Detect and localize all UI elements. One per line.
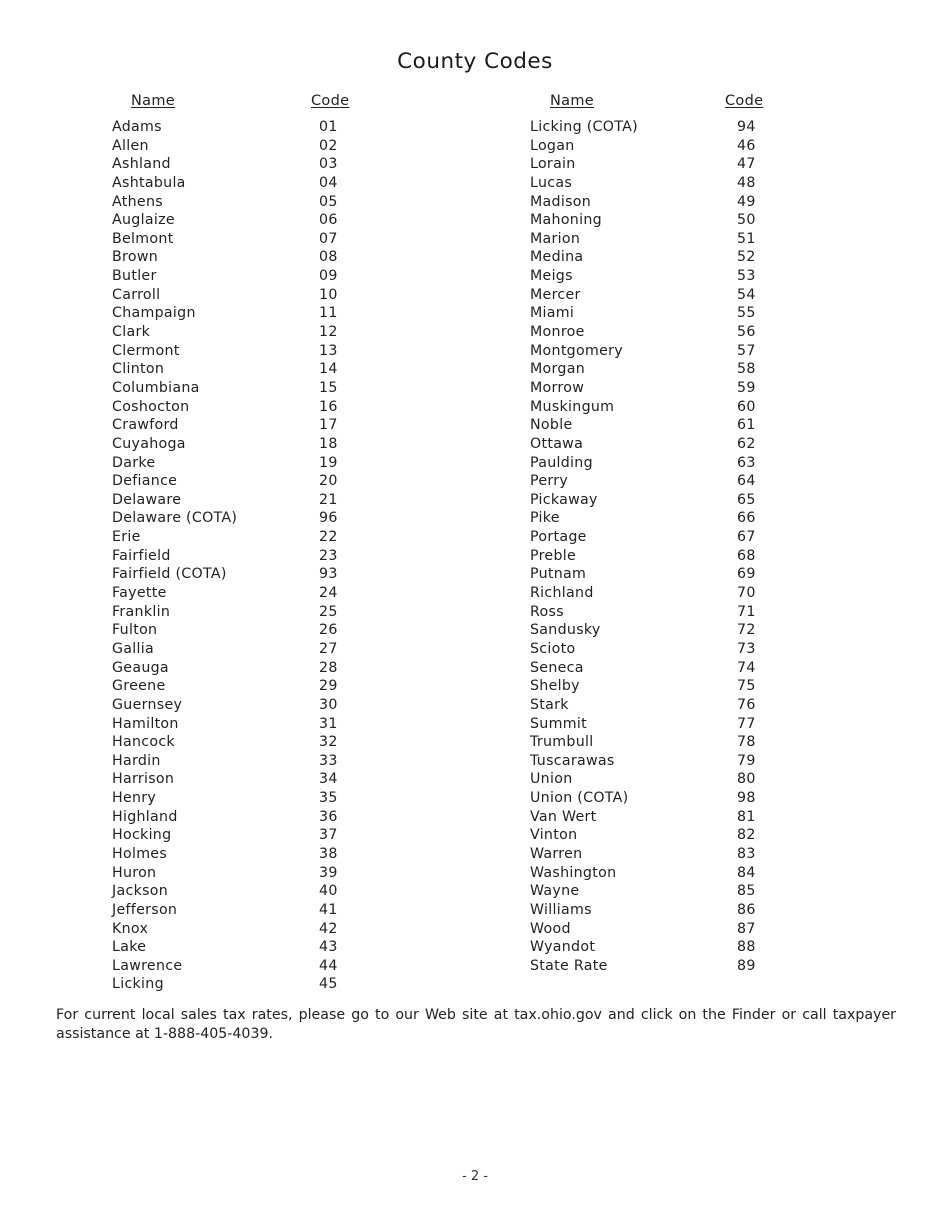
county-code: 68: [737, 547, 756, 564]
county-code: 20: [319, 473, 338, 490]
county-row: [112, 416, 412, 435]
county-name: Perry: [530, 473, 569, 490]
county-name: Muskingum: [530, 398, 615, 415]
county-name: Columbiana: [112, 379, 200, 396]
county-code: 62: [737, 435, 756, 452]
county-row: [530, 472, 830, 491]
county-row: [530, 435, 830, 454]
county-row: [530, 603, 830, 622]
footnote: For current local sales tax rates, please go to our Web site at tax.ohio.gov and click on the Finder or call taxpayer assistance at 1-888-405-4039.: [56, 1007, 896, 1042]
county-code: 17: [319, 417, 338, 434]
county-row: [112, 454, 412, 473]
county-row: [112, 733, 412, 752]
county-row: [112, 621, 412, 640]
county-name: Preble: [530, 547, 577, 564]
county-code: 40: [319, 883, 338, 900]
county-code: 09: [319, 268, 338, 285]
county-row: [112, 957, 412, 976]
county-name: Scioto: [530, 640, 576, 657]
county-code: 58: [737, 361, 756, 378]
county-code: 15: [319, 379, 338, 396]
county-code: 79: [737, 752, 756, 769]
county-row: [112, 938, 412, 957]
county-code: 63: [737, 454, 756, 471]
county-code: 83: [737, 845, 756, 862]
county-name: Lawrence: [112, 957, 183, 974]
county-row: [112, 137, 412, 156]
right-county-list: [530, 118, 830, 975]
county-row: [530, 621, 830, 640]
county-name: Richland: [530, 585, 594, 602]
county-code: 21: [319, 491, 338, 508]
county-row: [530, 248, 830, 267]
county-code: 50: [737, 212, 756, 229]
county-code: 38: [319, 845, 338, 862]
county-code: 75: [737, 678, 756, 695]
county-name: Montgomery: [530, 342, 623, 359]
county-code: 16: [319, 398, 338, 415]
county-code: 81: [737, 808, 756, 825]
county-code: 06: [319, 212, 338, 229]
county-code: 18: [319, 435, 338, 452]
county-name: Allen: [112, 137, 149, 154]
left-name-header: Name: [131, 93, 175, 109]
county-name: Huron: [112, 864, 157, 881]
county-row: [112, 677, 412, 696]
county-name: Licking: [112, 976, 164, 993]
county-name: Lake: [112, 939, 147, 956]
county-name: Vinton: [530, 827, 578, 844]
county-code: 77: [737, 715, 756, 732]
county-name: Fairfield (COTA): [112, 566, 227, 583]
county-row: [112, 901, 412, 920]
county-code: 59: [737, 379, 756, 396]
county-name: Shelby: [530, 678, 580, 695]
county-row: [530, 808, 830, 827]
county-name: Union: [530, 771, 573, 788]
county-name: Auglaize: [112, 212, 175, 229]
county-name: Marion: [530, 230, 581, 247]
county-row: [530, 379, 830, 398]
county-row: [530, 696, 830, 715]
county-code: 41: [319, 901, 338, 918]
county-code: 22: [319, 529, 338, 546]
county-name: Putnam: [530, 566, 587, 583]
county-code: 08: [319, 249, 338, 266]
county-name: Noble: [530, 417, 573, 434]
county-name: Washington: [530, 864, 617, 881]
county-name: Greene: [112, 678, 166, 695]
county-row: [112, 509, 412, 528]
county-name: Jackson: [112, 883, 169, 900]
county-row: [112, 715, 412, 734]
county-name: Erie: [112, 529, 141, 546]
county-row: [530, 938, 830, 957]
county-code: 35: [319, 790, 338, 807]
county-name: Guernsey: [112, 696, 183, 713]
county-row: [530, 845, 830, 864]
county-row: [112, 398, 412, 417]
county-row: [530, 416, 830, 435]
county-name: Williams: [530, 901, 592, 918]
county-name: Lorain: [530, 156, 576, 173]
county-name: Hardin: [112, 752, 161, 769]
county-row: [530, 584, 830, 603]
county-row: [112, 286, 412, 305]
county-code: 39: [319, 864, 338, 881]
page-title: County Codes: [397, 49, 553, 74]
county-code: 26: [319, 622, 338, 639]
left-county-list: [112, 118, 412, 994]
county-name: Wood: [530, 920, 571, 937]
county-row: [530, 398, 830, 417]
county-code: 23: [319, 547, 338, 564]
county-row: [112, 789, 412, 808]
county-row: [530, 193, 830, 212]
county-name: Athens: [112, 193, 163, 210]
county-name: Pickaway: [530, 491, 598, 508]
county-name: Champaign: [112, 305, 196, 322]
county-row: [112, 248, 412, 267]
county-row: [112, 584, 412, 603]
county-name: Lucas: [530, 174, 573, 191]
county-name: Ottawa: [530, 435, 584, 452]
county-code: 56: [737, 324, 756, 341]
county-row: [112, 155, 412, 174]
county-code: 70: [737, 585, 756, 602]
county-code: 87: [737, 920, 756, 937]
county-code: 51: [737, 230, 756, 247]
county-name: Holmes: [112, 845, 168, 862]
county-row: [530, 789, 830, 808]
county-code: 93: [319, 566, 338, 583]
county-code: 33: [319, 752, 338, 769]
county-code: 89: [737, 957, 756, 974]
county-code: 05: [319, 193, 338, 210]
county-name: Tuscarawas: [530, 752, 615, 769]
county-row: [530, 342, 830, 361]
county-name: Mahoning: [530, 212, 602, 229]
county-code: 55: [737, 305, 756, 322]
county-code: 74: [737, 659, 756, 676]
county-name: Delaware: [112, 491, 182, 508]
county-code: 47: [737, 156, 756, 173]
county-code: 84: [737, 864, 756, 881]
county-row: [112, 267, 412, 286]
county-row: [530, 864, 830, 883]
county-code: 45: [319, 976, 338, 993]
county-row: [112, 547, 412, 566]
county-code: 65: [737, 491, 756, 508]
county-name: Wayne: [530, 883, 580, 900]
county-code: 69: [737, 566, 756, 583]
county-name: Meigs: [530, 268, 573, 285]
county-row: [530, 565, 830, 584]
county-row: [530, 920, 830, 939]
county-name: Ashland: [112, 156, 171, 173]
county-row: [112, 472, 412, 491]
county-row: [530, 528, 830, 547]
county-row: [112, 435, 412, 454]
county-row: [112, 752, 412, 771]
county-row: [112, 193, 412, 212]
county-row: [530, 770, 830, 789]
county-code: 48: [737, 174, 756, 191]
county-code: 54: [737, 286, 756, 303]
county-name: Hocking: [112, 827, 172, 844]
county-code: 53: [737, 268, 756, 285]
county-code: 57: [737, 342, 756, 359]
county-code: 67: [737, 529, 756, 546]
county-name: Van Wert: [530, 808, 597, 825]
county-name: Ashtabula: [112, 174, 186, 191]
county-row: [530, 286, 830, 305]
county-name: Union (COTA): [530, 790, 629, 807]
county-name: Harrison: [112, 771, 175, 788]
county-name: Trumbull: [530, 734, 594, 751]
county-code: 31: [319, 715, 338, 732]
county-name: Geauga: [112, 659, 169, 676]
county-code: 28: [319, 659, 338, 676]
county-code: 82: [737, 827, 756, 844]
county-name: Seneca: [530, 659, 584, 676]
county-code: 85: [737, 883, 756, 900]
county-name: Fayette: [112, 585, 167, 602]
county-name: Licking (COTA): [530, 119, 638, 135]
county-code: 66: [737, 510, 756, 527]
county-name: Knox: [112, 920, 149, 937]
county-name: Medina: [530, 249, 584, 266]
county-code: 52: [737, 249, 756, 266]
left-code-header: Code: [311, 93, 350, 109]
county-name: Miami: [530, 305, 575, 322]
county-name: Defiance: [112, 473, 178, 490]
county-code: 19: [319, 454, 338, 471]
county-row: [112, 808, 412, 827]
county-name: Sandusky: [530, 622, 601, 639]
county-row: [530, 677, 830, 696]
county-name: Monroe: [530, 324, 585, 341]
county-row: [530, 230, 830, 249]
county-row: [530, 882, 830, 901]
county-row: [530, 752, 830, 771]
right-code-header: Code: [725, 93, 764, 109]
county-name: Stark: [530, 696, 569, 713]
county-row: [112, 174, 412, 193]
county-code: 07: [319, 230, 338, 247]
county-code: 64: [737, 473, 756, 490]
county-row: [112, 379, 412, 398]
county-name: Wyandot: [530, 939, 596, 956]
county-name: Crawford: [112, 417, 179, 434]
county-row: [112, 864, 412, 883]
county-code: 86: [737, 901, 756, 918]
county-code: 88: [737, 939, 756, 956]
county-row: [112, 323, 412, 342]
county-code: 73: [737, 640, 756, 657]
county-row: [530, 715, 830, 734]
county-code: 76: [737, 696, 756, 713]
county-row: [112, 975, 412, 994]
county-name: Highland: [112, 808, 178, 825]
county-row: [112, 565, 412, 584]
right-name-header: Name: [550, 93, 594, 109]
county-name: Gallia: [112, 640, 155, 657]
county-code: 94: [737, 119, 756, 135]
county-row: [530, 360, 830, 379]
county-code: 04: [319, 174, 338, 191]
county-row: [112, 118, 412, 137]
county-row: [112, 211, 412, 230]
county-name: Darke: [112, 454, 156, 471]
county-code: 34: [319, 771, 338, 788]
county-code: 98: [737, 790, 756, 807]
county-row: [530, 454, 830, 473]
county-code: 01: [319, 119, 338, 135]
county-row: [530, 267, 830, 286]
county-code: 24: [319, 585, 338, 602]
county-row: [530, 304, 830, 323]
county-name: Fairfield: [112, 547, 171, 564]
county-row: [530, 137, 830, 156]
county-name: Butler: [112, 268, 157, 285]
county-code: 11: [319, 305, 338, 322]
county-code: 10: [319, 286, 338, 303]
county-row: [112, 696, 412, 715]
county-name: Morrow: [530, 379, 585, 396]
county-code: 03: [319, 156, 338, 173]
county-code: 37: [319, 827, 338, 844]
county-code: 78: [737, 734, 756, 751]
county-code: 43: [319, 939, 338, 956]
page-number: - 2 -: [462, 1169, 488, 1184]
county-name: Jefferson: [112, 901, 178, 918]
county-name: Coshocton: [112, 398, 190, 415]
county-code: 42: [319, 920, 338, 937]
county-name: Clermont: [112, 342, 180, 359]
county-code: 30: [319, 696, 338, 713]
county-code: 13: [319, 342, 338, 359]
county-row: [112, 845, 412, 864]
county-code: 27: [319, 640, 338, 657]
county-row: [530, 118, 830, 137]
county-code: 14: [319, 361, 338, 378]
county-row: [112, 491, 412, 510]
county-code: 60: [737, 398, 756, 415]
county-name: Clinton: [112, 361, 165, 378]
county-name: Brown: [112, 249, 159, 266]
county-row: [530, 155, 830, 174]
county-row: [112, 304, 412, 323]
county-row: [530, 491, 830, 510]
county-code: 71: [737, 603, 756, 620]
county-name: Hancock: [112, 734, 175, 751]
county-name: Madison: [530, 193, 592, 210]
county-row: [112, 770, 412, 789]
county-code: 36: [319, 808, 338, 825]
county-code: 44: [319, 957, 338, 974]
county-row: [112, 342, 412, 361]
county-name: Adams: [112, 119, 162, 135]
county-row: [530, 957, 830, 976]
county-code: 61: [737, 417, 756, 434]
county-name: Henry: [112, 790, 157, 807]
county-row: [112, 230, 412, 249]
county-code: 32: [319, 734, 338, 751]
county-name: Pike: [530, 510, 560, 527]
county-row: [530, 733, 830, 752]
county-code: 49: [737, 193, 756, 210]
county-row: [530, 211, 830, 230]
county-row: [530, 509, 830, 528]
county-name: Logan: [530, 137, 575, 154]
county-row: [112, 640, 412, 659]
county-name: State Rate: [530, 957, 608, 974]
county-name: Morgan: [530, 361, 585, 378]
county-code: 12: [319, 324, 338, 341]
county-code: 29: [319, 678, 338, 695]
county-row: [530, 826, 830, 845]
county-name: Carroll: [112, 286, 161, 303]
county-row: [530, 901, 830, 920]
county-name: Belmont: [112, 230, 174, 247]
county-code: 25: [319, 603, 338, 620]
county-code: 72: [737, 622, 756, 639]
county-name: Mercer: [530, 286, 581, 303]
county-code: 46: [737, 137, 756, 154]
county-row: [112, 882, 412, 901]
county-name: Summit: [530, 715, 587, 732]
county-row: [112, 826, 412, 845]
county-row: [530, 659, 830, 678]
county-code: 80: [737, 771, 756, 788]
county-name: Paulding: [530, 454, 593, 471]
county-row: [530, 640, 830, 659]
county-row: [112, 603, 412, 622]
county-row: [112, 528, 412, 547]
county-name: Hamilton: [112, 715, 179, 732]
county-code: 96: [319, 510, 338, 527]
county-name: Warren: [530, 845, 583, 862]
county-code: 02: [319, 137, 338, 154]
county-row: [530, 323, 830, 342]
county-name: Portage: [530, 529, 587, 546]
county-name: Ross: [530, 603, 564, 620]
county-name: Clark: [112, 324, 151, 341]
county-name: Delaware (COTA): [112, 510, 238, 527]
county-row: [530, 174, 830, 193]
county-name: Cuyahoga: [112, 435, 186, 452]
county-name: Franklin: [112, 603, 171, 620]
county-row: [530, 547, 830, 566]
county-row: [112, 659, 412, 678]
county-row: [112, 360, 412, 379]
county-row: [112, 920, 412, 939]
county-name: Fulton: [112, 622, 158, 639]
